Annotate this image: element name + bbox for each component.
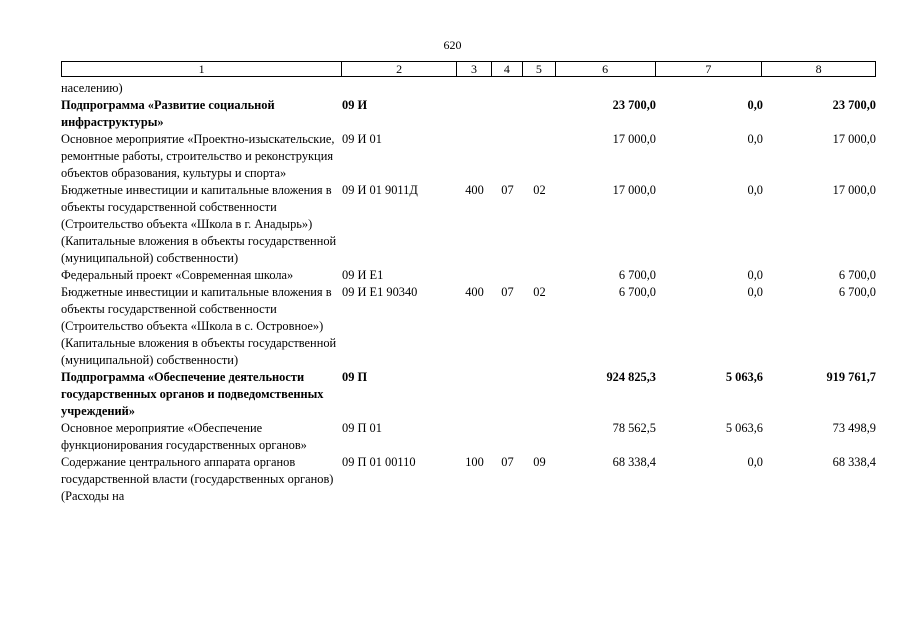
row-col-7: 0,0: [747, 285, 763, 299]
row-code: 09 П 01 00110: [342, 455, 416, 469]
row-code: 09 П: [342, 370, 368, 384]
row-col-3: [457, 97, 492, 131]
row-col-8: 23 700,0: [832, 98, 876, 112]
row-col-4: [492, 420, 523, 454]
row-code: 09 П 01: [342, 421, 382, 435]
table-row: [61, 80, 876, 97]
row-col-3: [457, 420, 492, 454]
row-col-4: 07: [501, 285, 514, 299]
table-row: [61, 97, 876, 131]
row-col-6: 68 338,4: [612, 455, 656, 469]
row-col-3: [457, 80, 492, 97]
row-col-3: [457, 131, 492, 182]
table-row: [61, 284, 876, 369]
row-col-6: 924 825,3: [606, 370, 656, 384]
header-col-7: 7: [656, 62, 763, 76]
row-col-5: [523, 97, 556, 131]
header-col-6: 6: [556, 62, 656, 76]
row-col-6: [556, 80, 656, 97]
page-number: 620: [443, 38, 462, 52]
row-col-4: [492, 267, 523, 284]
row-col-7: 5 063,6: [725, 370, 763, 384]
row-col-5: [523, 267, 556, 284]
row-name: Содержание центрального аппарата органов государственной власти (государственных органов) (Расходы на: [61, 455, 334, 503]
table-row: [61, 369, 876, 420]
row-col-4: 07: [501, 455, 514, 469]
row-col-5: [523, 420, 556, 454]
table-row: [61, 420, 876, 454]
row-col-7: 0,0: [747, 268, 763, 282]
header-col-3: 3: [457, 62, 492, 76]
header-col-5: 5: [523, 62, 556, 76]
row-name: Бюджетные инвестиции и капитальные вложения в объекты государственной собственности (Строительство объекта «Школа в с. Островное») (Капитальные вложения в объекты государственной (муниципальной) собственности): [61, 285, 337, 367]
row-col-7: 0,0: [747, 98, 763, 112]
row-name: Федеральный проект «Современная школа»: [61, 268, 294, 282]
table-row: [61, 131, 876, 182]
row-col-8: 17 000,0: [832, 132, 876, 146]
row-col-5: [523, 369, 556, 420]
header-col-1: 1: [62, 62, 342, 76]
row-col-5: [523, 131, 556, 182]
row-col-4: [492, 97, 523, 131]
row-col-4: [492, 80, 523, 97]
row-name: Подпрограмма «Обеспечение деятельности государственных органов и подведомственных учреждений»: [61, 370, 324, 418]
row-col-7: 0,0: [747, 455, 763, 469]
row-col-5: 09: [533, 455, 546, 469]
row-col-8: 919 761,7: [826, 370, 876, 384]
row-col-7: 0,0: [747, 132, 763, 146]
row-name: Бюджетные инвестиции и капитальные вложения в объекты государственной собственности (Строительство объекта «Школа в г. Анадырь») (Капитальные вложения в объекты государственной (муниципальной) собственности): [61, 183, 337, 265]
row-col-8: 17 000,0: [832, 183, 876, 197]
table-row: [61, 182, 876, 267]
row-col-3: [457, 267, 492, 284]
row-col-8: 73 498,9: [832, 421, 876, 435]
row-col-5: 02: [533, 183, 546, 197]
row-name: Подпрограмма «Развитие социальной инфраструктуры»: [61, 98, 275, 129]
row-col-6: 6 700,0: [618, 285, 656, 299]
row-col-7: [656, 80, 763, 97]
row-col-6: 17 000,0: [612, 132, 656, 146]
row-col-3: 100: [465, 455, 484, 469]
row-name: Основное мероприятие «Проектно-изыскательские, ремонтные работы, строительство и реконструкция объектов образования, культуры и спорта»: [61, 132, 335, 180]
table-header: [61, 61, 876, 77]
row-name: населению): [61, 81, 123, 95]
row-name: Основное мероприятие «Обеспечение функционирования государственных органов»: [61, 421, 307, 452]
header-col-8: 8: [815, 62, 822, 76]
row-col-3: 400: [465, 183, 484, 197]
row-col-7: 0,0: [747, 183, 763, 197]
row-col-8: [763, 80, 876, 97]
row-col-8: 6 700,0: [838, 268, 876, 282]
row-col-4: 07: [501, 183, 514, 197]
row-col-6: 23 700,0: [612, 98, 656, 112]
row-col-8: 68 338,4: [832, 455, 876, 469]
row-code: [342, 80, 457, 97]
row-code: 09 И 01 9011Д: [342, 183, 418, 197]
row-col-6: 17 000,0: [612, 183, 656, 197]
row-col-3: [457, 369, 492, 420]
header-col-4: 4: [492, 62, 523, 76]
row-col-6: 78 562,5: [612, 421, 656, 435]
row-col-4: [492, 131, 523, 182]
row-code: 09 И 01: [342, 132, 382, 146]
row-col-5: 02: [533, 285, 546, 299]
table-body: [61, 80, 876, 505]
row-col-5: [523, 80, 556, 97]
row-code: 09 И: [342, 98, 368, 112]
row-col-7: 5 063,6: [725, 421, 763, 435]
row-code: 09 И Е1: [342, 268, 384, 282]
table-row: [61, 454, 876, 505]
table-row: [61, 267, 876, 284]
row-code: 09 И Е1 90340: [342, 285, 418, 299]
row-col-8: 6 700,0: [838, 285, 876, 299]
row-col-4: [492, 369, 523, 420]
row-col-3: 400: [465, 285, 484, 299]
row-col-6: 6 700,0: [618, 268, 656, 282]
header-col-2: 2: [342, 62, 457, 76]
